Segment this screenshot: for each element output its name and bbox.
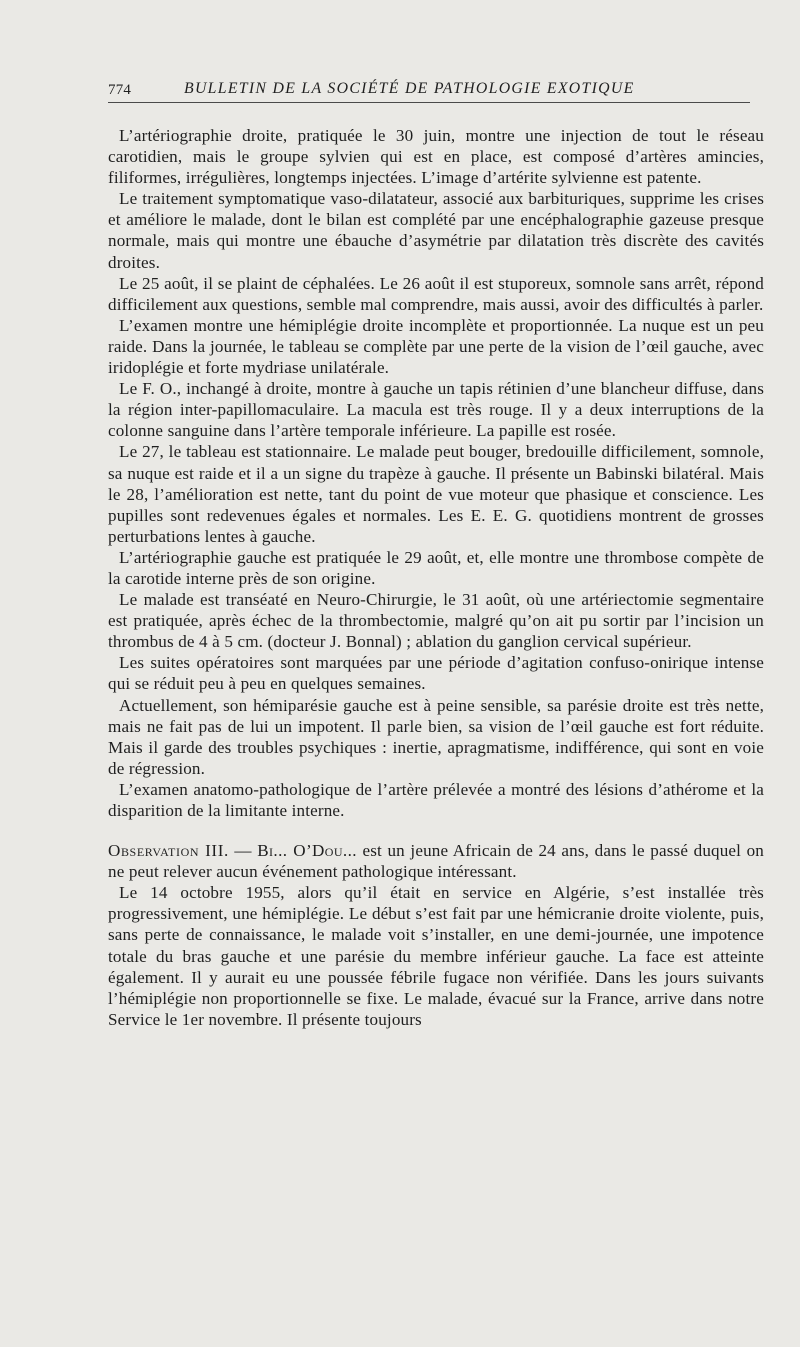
patient-name: Bi... O’Dou... [257,841,357,861]
paragraph-arteriographie-droite: L’artériographie droite, pratiquée le 30 juin, montre une injection de tout le réseau carotidien, mais le groupe sylvien qui est en place, est composé d’artères amincies, filiformes, irrégulières, longtemps injectées. L’image d’artérite sylvienne est patente. [108,126,764,188]
paragraph-fond-oeil: Le F. O., inchangé à droite, montre à gauche un tapis rétinien d’une blancheur diffuse, dans la région inter-papillomaculaire. La macula est très rouge. Il y a deux interruptions de la colonne sanguine dans l’artère temporale inférieure. La papille est rosée. [108,379,764,441]
paragraph-neuro-chirurgie: Le malade est transéaté en Neuro-Chirurgie, le 31 août, où une artériectomie segmentaire est pratiquée, après échec de la thrombectomie, malgré qu’on ait pu sortir par l’incision un thrombus de 4 à 5 cm. (docteur J. Bonnal) ; ablation du ganglion cervical supérieur. [108,590,764,652]
observation-text: est un jeune Africain de 24 ans, dans le passé duquel on ne peut relever aucun événement pathologique intéressant. [108,841,764,882]
paragraph-anatomo-pathologique: L’examen anatomo-pathologique de l’artère prélevée a montré des lésions d’athérome et la disparition de la limitante interne. [108,779,764,820]
observation-heading: Observation III. [108,841,229,861]
paragraph-14-octobre: Le 14 octobre 1955, alors qu’il était en service en Algérie, s’est installée très progressivement, une hémiplégie. Le début s’est fait par une hémicranie droite violente, puis, sans perte de connaissance, le malade voit s’installer, en une demi-journée, une impotence totale du bras gauche et une parésie du membre inférieur gauche. La face est atteinte également. Il y aurait eu une poussée fébrile fugace non vérifiée. Dans les jours suivants l’hémiplégie non proportionnelle se fixe. Le malade, évacué sur la France, arrive dans notre Service le 1er novembre. Il présente toujours [108,883,764,1029]
observation-iii-paragraph [108,840,764,882]
page-number: 774 [108,82,132,98]
journal-title: BULLETIN DE LA SOCIÉTÉ DE PATHOLOGIE EXOTIQUE [184,80,635,97]
paragraph-27-aout: Le 27, le tableau est stationnaire. Le malade peut bouger, bredouille difficilement, somnole, sa nuque est raide et il a un signe du trapèze à gauche. Il présente un Babinski bilatéral. Mais le 28, l’amélioration est nette, tant du point de vue moteur que phasique et conscience. Les pupilles sont redevenues égales et normales. Les E. E. G. quotidiens montrent de grosses perturbations lentes à gauche. [108,442,764,546]
paragraph-actuellement: Actuellement, son hémiparésie gauche est à peine sensible, sa parésie droite est très nette, mais ne fait pas de lui un impotent. Il parle bien, sa vision de l’œil gauche est fort réduite. Mais il garde des troubles psychiques : inertie, apragmatisme, indifférence, qui sont en voie de régression. [108,695,764,778]
paragraph-25-aout: Le 25 août, il se plaint de céphalées. Le 26 août il est stuporeux, somnole sans arrêt, répond difficilement aux questions, semble mal comprendre, mais aussi, avoir des difficultés à parler. [108,273,764,314]
running-head [108,80,750,103]
paragraph-examen-hemiplegie: L’examen montre une hémiplégie droite incomplète et proportionnée. La nuque est un peu raide. Dans la journée, le tableau se complète par une perte de la vision de l’œil gauche, avec iridoplégie et forte mydriase unilatérale. [108,315,764,378]
paragraph-arteriographie-gauche: L’artériographie gauche est pratiquée le 29 août, et, elle montre une thrombose compète de la carotide interne près de son origine. [108,547,764,588]
paragraph-traitement: Le traitement symptomatique vaso-dilatateur, associé aux barbituriques, supprime les crises et améliore le malade, dont le bilan est complété par une encéphalographie gazeuse presque normale, mais qui montre une ébauche d’asymétrie par dilatation très discrète des cavités droites. [108,189,764,272]
article-body [108,125,764,1030]
observation-dash: — [228,841,258,861]
paragraph-suites-operatoires: Les suites opératoires sont marquées par une période d’agitation confuso-onirique intense qui se réduit peu à peu en quelques semaines. [108,653,764,694]
